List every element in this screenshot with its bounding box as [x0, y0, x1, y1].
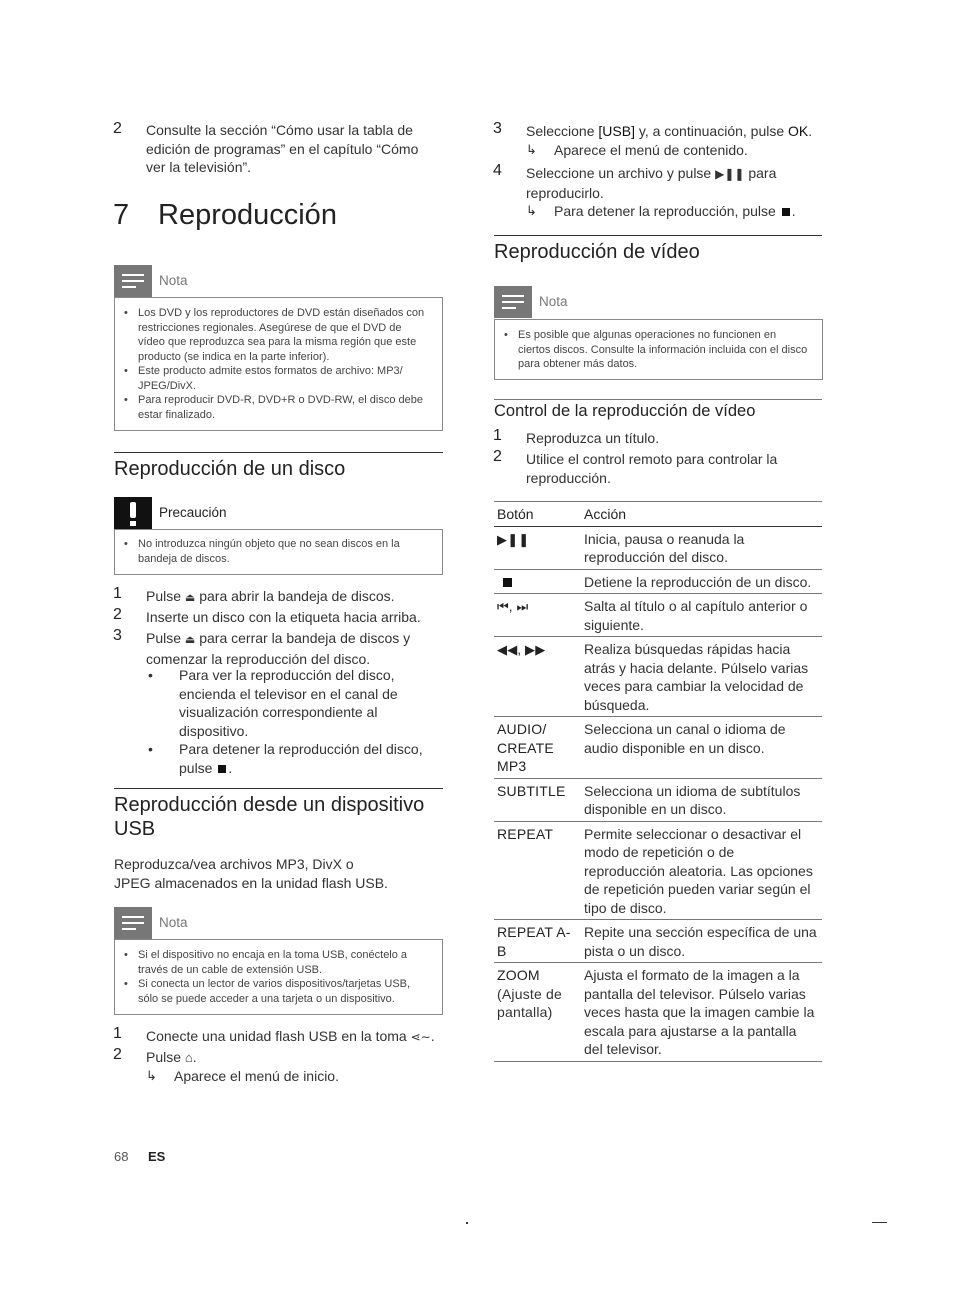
- control-table: [494, 502, 822, 1062]
- step-number: 2: [113, 1046, 122, 1063]
- table-header-cell: Botón: [494, 502, 581, 526]
- section-heading-video: Reproducción de vídeo: [494, 241, 700, 263]
- step-text: Pulse ⏏ para cerrar la bandeja de discos y comenzar la reproducción del disco.: [146, 630, 411, 667]
- section-heading-usb: Reproducción desde un dispositivo USB: [114, 794, 425, 840]
- section-rule: [494, 235, 822, 236]
- note-icon: [494, 286, 532, 318]
- section-rule: [114, 452, 443, 453]
- note-label: Nota: [539, 294, 568, 309]
- play-pause-icon: ▶❚❚: [497, 531, 530, 547]
- chapter-title: Reproducción: [158, 199, 337, 231]
- table-row: [494, 963, 822, 1062]
- note-label: Nota: [159, 915, 188, 930]
- step-result: Aparece el menú de inicio.: [174, 1068, 339, 1084]
- note-item: • Si conecta un lector de varios dispositivos/tarjetas USB, sólo se puede acceder a una tarjeta o un dispositivo.: [124, 978, 411, 1005]
- step-text: Conecte una unidad flash USB en la toma ⋖∼.: [146, 1028, 435, 1044]
- step-text: Seleccione un archivo y pulse ▶❚❚ para reproducirlo.: [526, 165, 777, 201]
- action-cell: Selecciona un idioma de subtítulos disponible en un disco.: [581, 778, 822, 821]
- button-cell: [494, 569, 581, 594]
- step-result: Aparece el menú de contenido.: [554, 142, 748, 158]
- note-item: • Este producto admite estos formatos de archivo: MP3/ JPEG/DivX.: [124, 365, 403, 392]
- note-item: • Es posible que algunas operaciones no funcionen en ciertos discos. Consulte la información incluida con el disco para obtener más datos.: [504, 329, 808, 370]
- result-arrow-icon: ↳: [526, 142, 537, 157]
- section-rule: [114, 788, 443, 789]
- table-row: [494, 569, 822, 594]
- eject-icon: ⏏: [184, 634, 196, 646]
- note-item: • Los DVD y los reproductores de DVD están diseñados con restricciones regionales. Asegúrese de que el DVD de vídeo que reproduzca sea para la misma región que este producto (se indica en la parte inferior).: [124, 307, 425, 363]
- button-cell: AUDIO/ CREATE MP3: [494, 717, 581, 779]
- stop-icon: [503, 578, 512, 587]
- table-row: [494, 821, 822, 920]
- subsection-rule: [494, 399, 822, 400]
- step-text: Inserte un disco con la etiqueta hacia arriba.: [146, 609, 421, 625]
- page-number: 68: [114, 1149, 129, 1164]
- section-heading-disc: Reproducción de un disco: [114, 458, 346, 480]
- home-icon: ⌂: [184, 1050, 193, 1065]
- result-arrow-icon: ↳: [526, 203, 537, 218]
- step-text: Utilice el control remoto para controlar la reproducción.: [526, 451, 778, 486]
- button-cell: [494, 637, 581, 717]
- action-cell: Repite una sección específica de una pista o un disco.: [581, 920, 822, 963]
- language-code: ES: [148, 1149, 166, 1164]
- step-number: 4: [493, 162, 502, 179]
- note-box: [494, 319, 823, 380]
- table-header-cell: Acción: [581, 502, 822, 526]
- note-icon: [114, 265, 152, 297]
- action-cell: Realiza búsquedas rápidas hacia atrás y hacia delante. Púlselo varias veces para cambiar la velocidad de búsqueda.: [581, 637, 822, 717]
- prev-next-icon: ⏮, ⏭: [497, 599, 529, 614]
- step-text: Reproduzca un título.: [526, 430, 660, 446]
- note-box: [114, 297, 443, 431]
- table-row: [494, 526, 822, 569]
- caution-item: • No introduzca ningún objeto que no sean discos en la bandeja de discos.: [124, 538, 400, 565]
- sub-bullet-text: Para ver la reproducción del disco, encienda el televisor en el canal de visualización correspondiente al dispositivo.: [179, 667, 398, 739]
- action-cell: Ajusta el formato de la imagen a la pantalla del televisor. Púlselo varias veces hasta que la imagen cambie la escala para ajustarse a la pantalla del televisor.: [581, 963, 822, 1062]
- crop-mark: [466, 1222, 468, 1224]
- step-result: Para detener la reproducción, pulse .: [554, 203, 796, 219]
- sub-bullet-text: Para detener la reproducción del disco, pulse .: [179, 741, 423, 776]
- eject-icon: ⏏: [184, 592, 196, 604]
- button-cell: [494, 594, 581, 637]
- step-number: 1: [493, 427, 502, 444]
- step-number: 2: [493, 448, 502, 465]
- step-number: 3: [113, 627, 122, 644]
- step-number: 2: [113, 606, 122, 623]
- table-row: [494, 637, 822, 717]
- action-cell: Inicia, pausa o reanuda la reproducción del disco.: [581, 526, 822, 569]
- usb-icon: ⋖∼: [410, 1030, 431, 1044]
- action-cell: Detiene la reproducción de un disco.: [581, 569, 822, 594]
- button-cell: REPEAT: [494, 821, 581, 920]
- table-row: [494, 717, 822, 779]
- result-arrow-icon: ↳: [146, 1068, 157, 1083]
- table-row: [494, 778, 822, 821]
- rewind-forward-icon: ◀◀, ▶▶: [497, 642, 546, 657]
- step-number: 1: [113, 1025, 122, 1042]
- bullet: •: [148, 667, 153, 683]
- note-box: [114, 939, 443, 1015]
- chapter-number: 7: [113, 199, 130, 231]
- step-text: Pulse ⌂.: [146, 1049, 197, 1065]
- caution-icon: [114, 497, 152, 529]
- note-icon: [114, 907, 152, 939]
- usb-intro: Reproduzca/vea archivos MP3, DivX o JPEG almacenados en la unidad flash USB.: [114, 856, 388, 891]
- table-header-row: [494, 502, 822, 526]
- bullet: •: [148, 741, 153, 757]
- button-cell: ZOOM (Ajuste de pantalla): [494, 963, 581, 1062]
- subsection-heading-control: Control de la reproducción de vídeo: [494, 402, 756, 420]
- button-cell: REPEAT A-B: [494, 920, 581, 963]
- step-number: 1: [113, 585, 122, 602]
- table-row: [494, 920, 822, 963]
- action-cell: Selecciona un canal o idioma de audio disponible en un disco.: [581, 717, 822, 779]
- action-cell: Permite seleccionar o desactivar el modo de repetición o de reproducción aleatoria. Las opciones de repetición pueden variar según el tipo de disco.: [581, 821, 822, 920]
- note-item: • Para reproducir DVD-R, DVD+R o DVD-RW, el disco debe estar finalizado.: [124, 394, 423, 421]
- table-row: [494, 594, 822, 637]
- stop-icon: [218, 765, 226, 773]
- stop-icon: [782, 208, 790, 216]
- button-cell: [494, 526, 581, 569]
- note-item: • Si el dispositivo no encaja en la toma USB, conéctelo a través de un cable de extensión USB.: [124, 949, 408, 976]
- note-label: Nota: [159, 273, 188, 288]
- crop-mark: [872, 1222, 887, 1223]
- caution-label: Precaución: [159, 505, 227, 520]
- step-text: Pulse ⏏ para abrir la bandeja de discos.: [146, 588, 395, 604]
- step-number: 2: [113, 120, 122, 137]
- caution-box: [114, 529, 443, 575]
- step-number: 3: [493, 120, 502, 137]
- step-text: Seleccione [USB] y, a continuación, pulse OK.: [526, 123, 813, 139]
- button-cell: SUBTITLE: [494, 778, 581, 821]
- play-pause-icon: ▶❚❚: [715, 167, 745, 181]
- action-cell: Salta al título o al capítulo anterior o siguiente.: [581, 594, 822, 637]
- step-text: Consulte la sección “Cómo usar la tabla de edición de programas” en el capítulo “Cómo ver la televisión”.: [146, 122, 419, 175]
